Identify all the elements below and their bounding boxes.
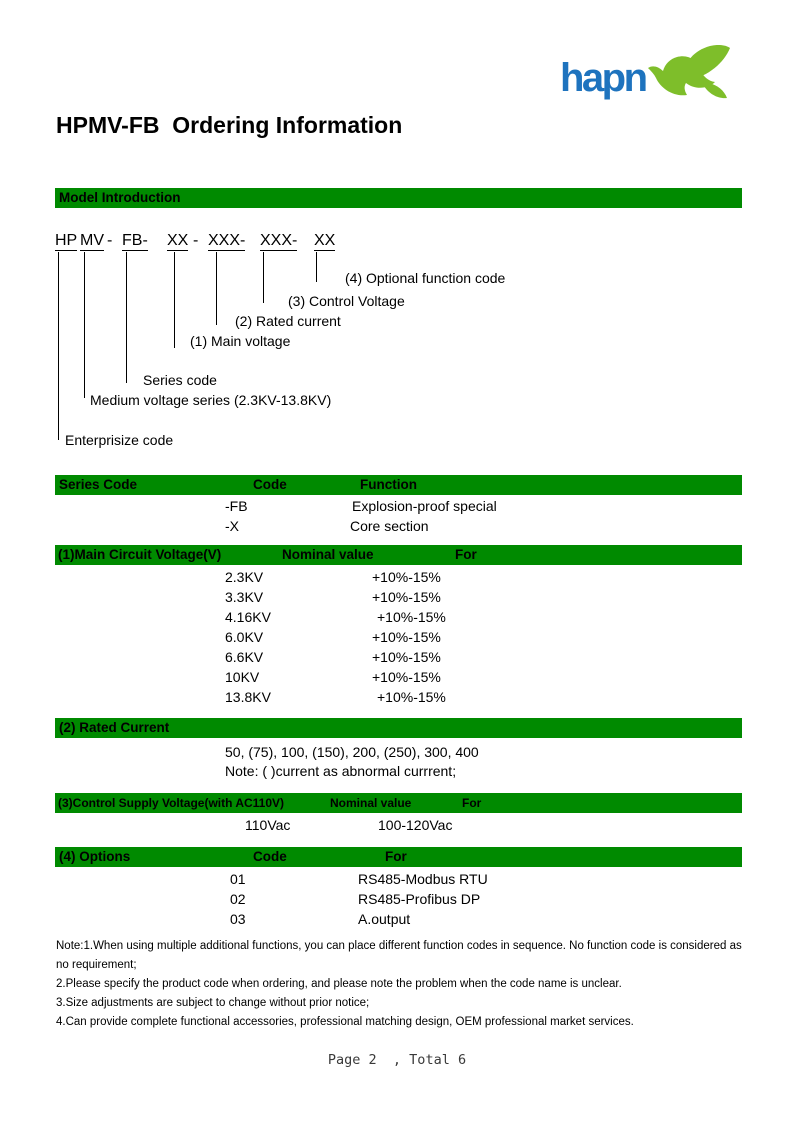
cell-tolerance: +10%-15% — [372, 649, 441, 665]
column-header: Code — [253, 849, 287, 864]
page-footer: Page 2 , Total 6 — [327, 1052, 467, 1068]
table-row — [55, 627, 742, 647]
cell-current-note: Note: ( )current as abnormal currrent; — [225, 763, 457, 779]
cell-tolerance: +10%-15% — [377, 609, 446, 625]
code-segment: FB- — [122, 232, 148, 249]
table-row — [55, 742, 742, 762]
table-row — [55, 667, 742, 687]
cell-option-code: 02 — [230, 891, 246, 907]
cell-option-for: RS485-Profibus DP — [358, 891, 481, 907]
callout-line — [84, 252, 85, 398]
column-header: For — [462, 796, 482, 810]
callout-line — [126, 252, 127, 383]
section-header-options — [55, 847, 742, 867]
cell-option-code: 01 — [230, 871, 246, 887]
table-row — [55, 587, 742, 607]
code-segment: XXX- — [260, 232, 298, 249]
callout-line — [174, 252, 175, 348]
cell-tolerance: +10%-15% — [372, 629, 441, 645]
code-segment: HP — [55, 232, 78, 249]
column-header: For — [385, 849, 407, 864]
dove-leaf-icon — [648, 45, 732, 109]
table-row — [55, 516, 742, 536]
section-header-label: (2) Rated Current — [59, 720, 170, 735]
callout-line — [58, 252, 59, 440]
column-header: Series Code — [59, 477, 138, 492]
column-header: (1)Main Circuit Voltage(V) — [58, 547, 222, 562]
cell-function: Core section — [350, 518, 429, 534]
page-title: HPMV-FB Ordering Information — [56, 112, 403, 138]
code-separator: - — [193, 232, 199, 249]
cell-nominal: 110Vac — [245, 817, 291, 833]
cell-tolerance: +10%-15% — [372, 669, 441, 685]
callout-label-control-voltage: (3) Control Voltage — [288, 293, 405, 309]
code-separator: - — [107, 232, 113, 249]
callout-label-medium-voltage: Medium voltage series (2.3KV-13.8KV) — [90, 392, 332, 408]
model-code-diagram — [0, 212, 794, 462]
table-row — [55, 909, 742, 929]
cell-voltage: 6.0KV — [225, 629, 264, 645]
cell-option-code: 03 — [230, 911, 246, 927]
cell-tolerance: +10%-15% — [377, 689, 446, 705]
column-header: Nominal value — [282, 547, 374, 562]
column-header: For — [455, 547, 477, 562]
section-header-control-voltage — [55, 793, 742, 813]
table-row — [55, 815, 742, 835]
cell-tolerance: +10%-15% — [372, 569, 441, 585]
note-item: 3.Size adjustments are subject to change without prior notice; — [56, 997, 370, 1009]
cell-range: 100-120Vac — [378, 817, 453, 833]
column-header: Nominal value — [330, 796, 412, 810]
cell-option-for: A.output — [358, 911, 411, 927]
callout-label-optional-function: (4) Optional function code — [345, 270, 506, 286]
cell-option-for: RS485-Modbus RTU — [358, 871, 488, 887]
table-row — [55, 647, 742, 667]
callout-line — [316, 252, 317, 282]
table-row — [55, 567, 742, 587]
table-row — [55, 761, 742, 781]
section-header-model-introduction — [55, 188, 742, 208]
cell-voltage: 2.3KV — [225, 569, 264, 585]
column-header: Code — [253, 477, 287, 492]
callout-line — [263, 252, 264, 303]
cell-voltage: 6.6KV — [225, 649, 264, 665]
cell-tolerance: +10%-15% — [372, 589, 441, 605]
cell-code: -FB — [225, 498, 248, 514]
note-item: 4.Can provide complete functional accessories, professional matching design, OEM professional market services. — [56, 1016, 634, 1028]
section-header-main-voltage — [55, 545, 742, 565]
table-row — [55, 889, 742, 909]
note-item: Note:1.When using multiple additional functions, you can place different function codes in sequence. No function code is considered as no requirement; — [56, 940, 742, 971]
column-header: Function — [360, 477, 417, 492]
section-header-label: Model Introduction — [59, 190, 181, 205]
cell-function: Explosion-proof special — [352, 498, 497, 514]
cell-voltage: 3.3KV — [225, 589, 264, 605]
table-row — [55, 496, 742, 516]
section-header-series-code — [55, 475, 742, 495]
column-header: (4) Options — [59, 849, 131, 864]
code-segment: MV — [80, 232, 104, 249]
callout-label-main-voltage: (1) Main voltage — [190, 333, 291, 349]
code-segment: XX — [314, 232, 336, 249]
callout-line — [216, 252, 217, 325]
table-row — [55, 687, 742, 707]
cell-voltage: 4.16KV — [225, 609, 271, 625]
column-header: (3)Control Supply Voltage(with AC110V) — [58, 796, 285, 810]
table-row — [55, 869, 742, 889]
callout-label-rated-current: (2) Rated current — [235, 313, 341, 329]
cell-current-values: 50, (75), 100, (150), 200, (250), 300, 400 — [225, 744, 479, 760]
notes-block — [56, 937, 748, 1032]
cell-code: -X — [225, 518, 239, 534]
code-segment: XXX- — [208, 232, 246, 249]
section-header-rated-current — [55, 718, 742, 738]
note-item: 2.Please specify the product code when ordering, and please note the problem when the code name is unclear. — [56, 978, 622, 990]
cell-voltage: 13.8KV — [225, 689, 271, 705]
cell-voltage: 10KV — [225, 669, 260, 685]
table-row — [55, 607, 742, 627]
code-segment: XX — [167, 232, 189, 249]
callout-label-series-code: Series code — [143, 372, 217, 388]
logo-text: hapn — [560, 56, 646, 100]
callout-label-enterprisize-code: Enterprisize code — [65, 432, 174, 448]
